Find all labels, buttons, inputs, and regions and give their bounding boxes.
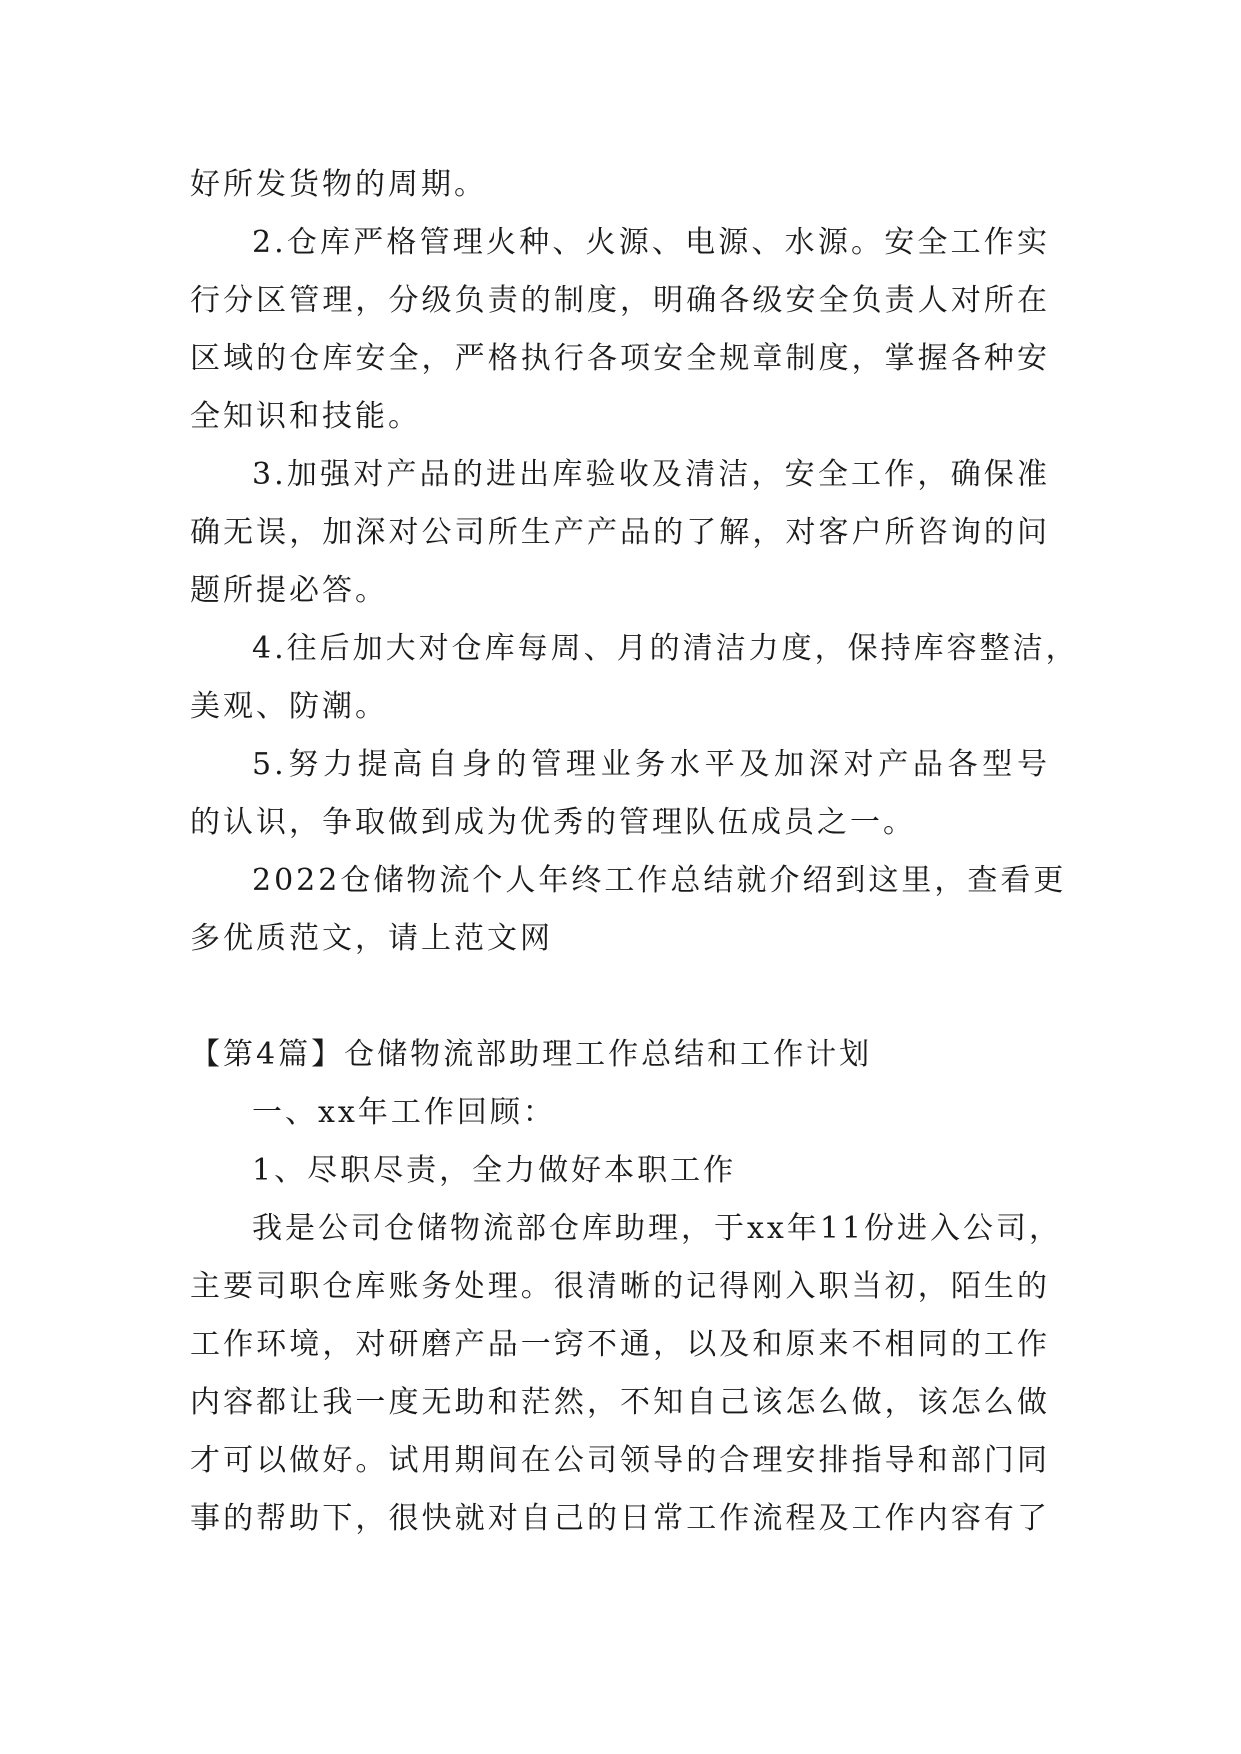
text-line: 5.努力提高自身的管理业务水平及加深对产品各型号: [252, 747, 1050, 782]
text-line: 4.往后加大对仓库每周、月的清洁力度，保持库容整洁，: [252, 631, 1079, 666]
text-line: 3.加强对产品的进出库验收及清洁，安全工作，确保准: [252, 457, 1050, 492]
paragraph: [190, 1084, 1050, 1142]
text-line: 我是公司仓储物流部仓库助理，于xx年11份进入公司，: [252, 1211, 1063, 1246]
paragraph: [190, 620, 1079, 736]
paragraph: [190, 736, 1050, 852]
text-line: 的认识，争取做到成为优秀的管理队伍成员之一。: [190, 805, 916, 840]
text-line: 区域的仓库安全，严格执行各项安全规章制度，掌握各种安: [190, 341, 1050, 376]
text-line: 2022仓储物流个人年终工作总结就介绍到这里，查看更: [252, 863, 1067, 898]
text-line: 美观、防潮。: [190, 689, 388, 724]
text-line: 确无误，加深对公司所生产产品的了解，对客户所咨询的问: [190, 515, 1050, 550]
text-line: 2.仓库严格管理火种、火源、电源、水源。安全工作实: [252, 225, 1050, 260]
text-line: 行分区管理，分级负责的制度，明确各级安全负责人对所在: [190, 283, 1050, 318]
text-line: 好所发货物的周期。: [190, 167, 487, 202]
paragraph: [190, 446, 1050, 620]
text-line: 内容都让我一度无助和茫然，不知自己该怎么做，该怎么做: [190, 1385, 1050, 1420]
paragraph: [190, 852, 1067, 968]
text-line: 事的帮助下，很快就对自己的日常工作流程及工作内容有了: [190, 1501, 1050, 1536]
section-heading: 【第4篇】仓储物流部助理工作总结和工作计划: [190, 1037, 873, 1072]
text-line: 工作环境，对研磨产品一窍不通，以及和原来不相同的工作: [190, 1327, 1050, 1362]
text-line: 一、xx年工作回顾：: [252, 1095, 556, 1130]
text-line: 全知识和技能。: [190, 399, 421, 434]
document-body: [190, 156, 1079, 1548]
text-line: 题所提必答。: [190, 573, 388, 608]
paragraph: [190, 214, 1050, 446]
paragraph: [190, 1142, 1050, 1200]
paragraph: [190, 156, 1050, 214]
text-line: 多优质范文，请上范文网: [190, 921, 553, 956]
paragraph: [190, 1200, 1063, 1548]
text-line: 主要司职仓库账务处理。很清晰的记得刚入职当初，陌生的: [190, 1269, 1050, 1304]
section-spacer: [190, 968, 1050, 1026]
text-line: 才可以做好。试用期间在公司领导的合理安排指导和部门同: [190, 1443, 1050, 1478]
text-line: 1、尽职尽责，全力做好本职工作: [252, 1153, 737, 1188]
